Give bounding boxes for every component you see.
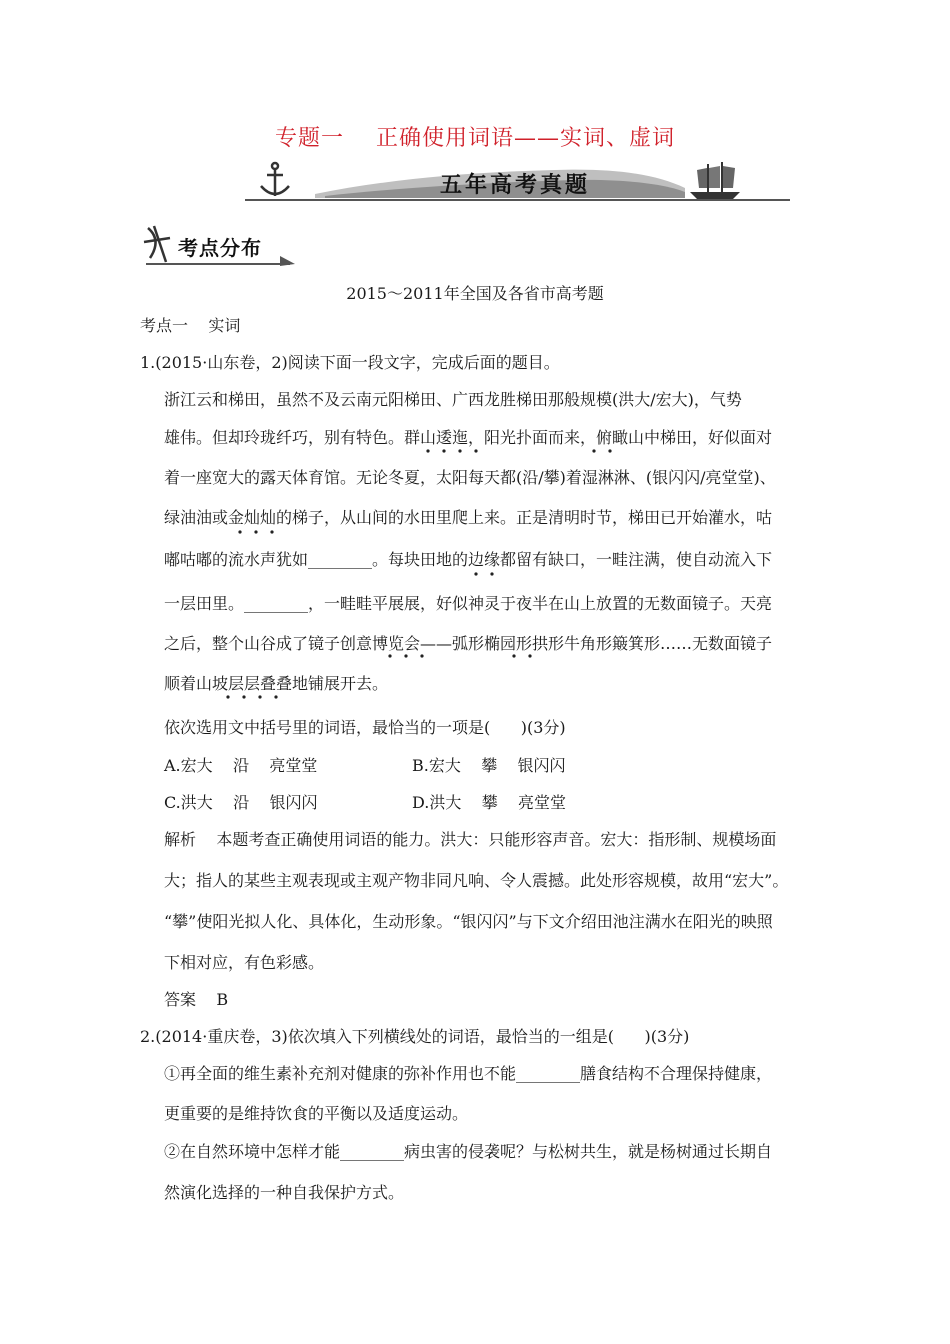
q1-passage-line: 一层田里。________，一畦畦平展展，好似神灵于夜半在山上放置的无数面镜子。天亮	[164, 594, 773, 613]
q1-analysis-line: 大；指人的某些主观表现或主观产物非同凡响、令人震撼。此处形容规模，故用“宏大”。	[164, 871, 789, 890]
q2-line: ②在自然环境中怎样才能________病虫害的侵袭呢？与松树共生，就是杨树通过长期自	[164, 1142, 773, 1161]
q2-line: ①再全面的维生素补充剂对健康的弥补作用也不能________膳食结构不合理保持健康，	[164, 1064, 773, 1083]
subtitle: 2015～2011年全国及各省市高考题	[346, 284, 604, 303]
q1-stem: 1.(2015·山东卷，2)阅读下面一段文字，完成后面的题目。	[140, 353, 560, 372]
q2-line: 然演化选择的一种自我保护方式。	[164, 1183, 405, 1202]
q1-option-a: A.宏大 沿 亮堂堂	[164, 756, 318, 775]
q2-line: 更重要的是维持饮食的平衡以及适度运动。	[164, 1104, 469, 1123]
q1-passage-line: 浙江云和梯田，虽然不及云南元阳梯田、广西龙胜梯田那般规模(洪大/宏大)，气势	[164, 390, 742, 409]
q1-passage-line: 顺着山坡层层叠叠地铺展开去。	[164, 674, 389, 693]
q1-passage-line: 嘟咕嘟的流水声犹如________。每块田地的边缘都留有缺口，一畦注满，使自动流入下	[164, 550, 773, 569]
q1-analysis-line: 下相对应，有色彩感。	[164, 953, 325, 972]
q1-option-c: C.洪大 沿 银闪闪	[164, 793, 318, 812]
q1-analysis-line: “攀”使阳光拟人化、具体化，生动形象。“银闪闪”与下文介绍田池注满水在阳光的映照	[164, 912, 773, 931]
section-badge-label: 考点分布	[178, 236, 262, 260]
q1-analysis-line: 解析 本题考查正确使用词语的能力。洪大：只能形容声音。宏大：指形制、规模场面	[164, 830, 777, 849]
section-heading: 考点一 实词	[140, 316, 241, 335]
document-title: 专题一 正确使用词语——实词、虚词	[275, 126, 675, 151]
q1-passage-line: 之后，整个山谷成了镜子创意博览会——弧形椭园形拱形牛角形簸箕形……无数面镜子	[164, 634, 773, 653]
q1-passage-line: 绿油油或金灿灿的梯子，从山间的水田里爬上来。正是清明时节，梯田已开始灌水，咕	[164, 508, 773, 527]
q1-passage-line: 着一座宽大的露天体育馆。无论冬夏，太阳每天都(沿/攀)着湿淋淋、(银闪闪/亮堂堂)、	[164, 468, 776, 487]
banner-label: 五年高考真题	[439, 173, 590, 198]
q1-question: 依次选用文中括号里的词语，最恰当的一项是( )(3分)	[164, 718, 566, 737]
q1-answer: 答案 B	[164, 990, 229, 1009]
q1-passage-line: 雄伟。但却玲珑纤巧，别有特色。群山逶迤，阳光扑面而来，俯瞰山中梯田，好似面对	[164, 428, 773, 447]
q2-stem: 2.(2014·重庆卷，3)依次填入下列横线处的词语，最恰当的一组是( )(3分)	[140, 1027, 690, 1046]
q1-option-d: D.洪大 攀 亮堂堂	[412, 793, 567, 812]
q1-option-b: B.宏大 攀 银闪闪	[412, 756, 566, 775]
